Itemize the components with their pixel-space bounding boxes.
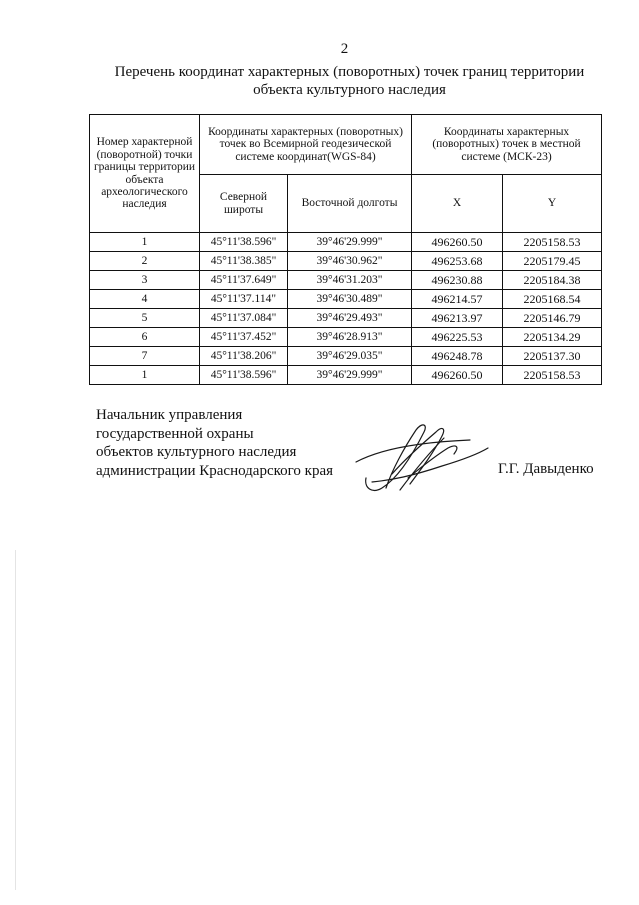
table-row (90, 271, 602, 290)
table-row (90, 347, 602, 366)
header-north-latitude: Северной широты (200, 175, 288, 233)
coordinates-table (89, 114, 602, 385)
cell-latitude: 45°11'37.114" (200, 290, 288, 309)
handwritten-signature (352, 418, 492, 496)
scan-edge-line (15, 550, 16, 890)
title-line-2: объекта культурного наследия (253, 82, 446, 98)
cell-longitude: 39°46'30.962" (288, 252, 412, 271)
document-title (60, 63, 639, 99)
cell-x: 496253.68 (412, 252, 503, 271)
position-line-3: объектов культурного наследия (96, 444, 297, 460)
cell-x: 496260.50 (412, 366, 503, 385)
cell-x: 496230.88 (412, 271, 503, 290)
cell-x: 496213.97 (412, 309, 503, 328)
cell-latitude: 45°11'37.649" (200, 271, 288, 290)
cell-x: 496248.78 (412, 347, 503, 366)
table-row (90, 309, 602, 328)
cell-latitude: 45°11'37.452" (200, 328, 288, 347)
cell-point-number: 6 (90, 328, 200, 347)
cell-y: 2205146.79 (503, 309, 602, 328)
header-y: Y (503, 175, 602, 233)
cell-y: 2205158.53 (503, 366, 602, 385)
cell-latitude: 45°11'38.385" (200, 252, 288, 271)
signatory-position (96, 406, 333, 480)
cell-y: 2205179.45 (503, 252, 602, 271)
header-x: X (412, 175, 503, 233)
cell-point-number: 4 (90, 290, 200, 309)
header-east-longitude: Восточной долготы (288, 175, 412, 233)
table-row (90, 328, 602, 347)
cell-x: 496214.57 (412, 290, 503, 309)
table-row (90, 233, 602, 252)
cell-latitude: 45°11'38.596" (200, 366, 288, 385)
cell-longitude: 39°46'29.493" (288, 309, 412, 328)
cell-longitude: 39°46'30.489" (288, 290, 412, 309)
cell-longitude: 39°46'28.913" (288, 328, 412, 347)
cell-longitude: 39°46'29.035" (288, 347, 412, 366)
cell-point-number: 2 (90, 252, 200, 271)
cell-latitude: 45°11'38.596" (200, 233, 288, 252)
table-row (90, 290, 602, 309)
signatory-name: Г.Г. Давыденко (498, 461, 594, 477)
cell-longitude: 39°46'31.203" (288, 271, 412, 290)
table-row (90, 252, 602, 271)
position-line-4: администрации Краснодарского края (96, 462, 334, 479)
header-local-group: Координаты характерных (поворотных) точек в местной системе (МСК-23) (412, 115, 602, 175)
cell-latitude: 45°11'37.084" (200, 309, 288, 328)
page-number: 2 (340, 41, 349, 57)
cell-longitude: 39°46'29.999" (288, 366, 412, 385)
cell-point-number: 7 (90, 347, 200, 366)
coordinates-table-body (90, 233, 602, 385)
cell-longitude: 39°46'29.999" (288, 233, 412, 252)
cell-point-number: 1 (90, 366, 200, 385)
header-wgs-group: Координаты характерных (поворотных) точек во Всемирной геодезической системе координат(WGS-84) (200, 115, 412, 175)
cell-y: 2205168.54 (503, 290, 602, 309)
cell-y: 2205184.38 (503, 271, 602, 290)
cell-x: 496225.53 (412, 328, 503, 347)
title-line-1: Перечень координат характерных (поворотных) точек границ территории (114, 64, 585, 80)
cell-y: 2205137.30 (503, 347, 602, 366)
cell-y: 2205134.29 (503, 328, 602, 347)
cell-point-number: 3 (90, 271, 200, 290)
cell-point-number: 1 (90, 233, 200, 252)
table-row (90, 366, 602, 385)
position-line-1: Начальник управления (96, 407, 243, 423)
header-point-number: Номер характерной (поворотной) точки границы территории объекта археологического наследия (90, 115, 200, 233)
cell-latitude: 45°11'38.206" (200, 347, 288, 366)
cell-y: 2205158.53 (503, 233, 602, 252)
cell-point-number: 5 (90, 309, 200, 328)
position-line-2: государственной охраны (96, 425, 254, 442)
cell-x: 496260.50 (412, 233, 503, 252)
